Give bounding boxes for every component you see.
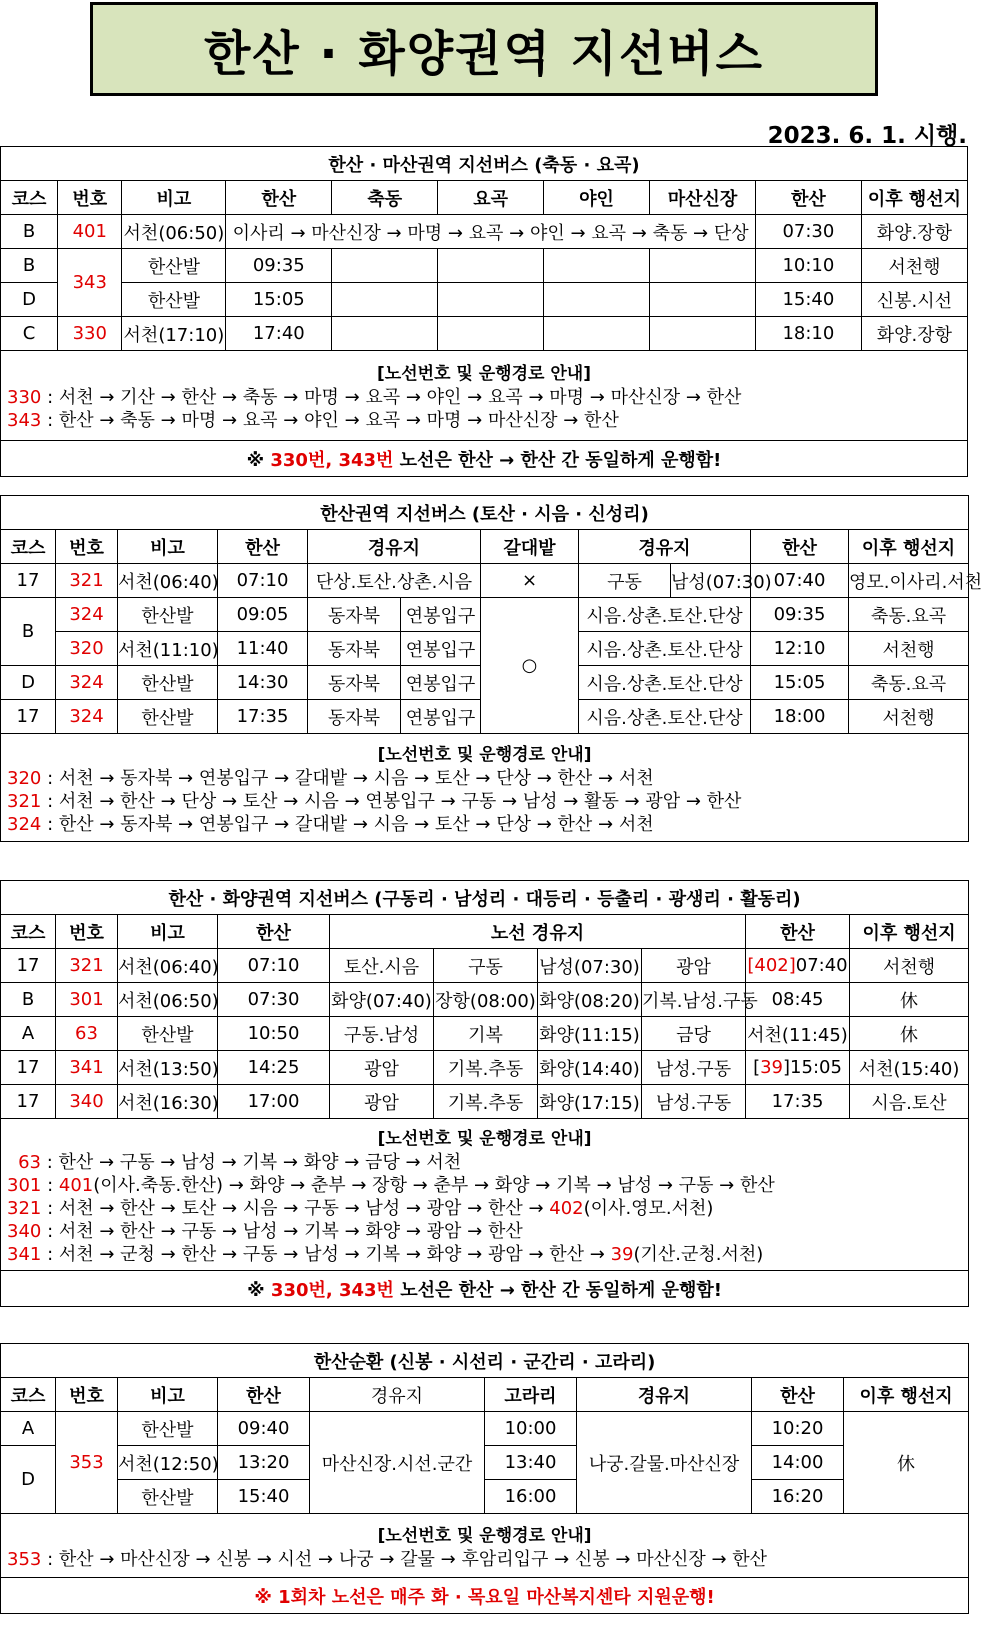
gorari-time: 13:40 — [485, 1446, 577, 1480]
via: 시음.상촌.토산.단상 — [579, 598, 751, 632]
next-destination: 영모.이사리.서천 — [849, 564, 969, 598]
via: 시음.상촌.토산.단상 — [579, 666, 751, 700]
col-header: 요곡 — [438, 181, 544, 215]
remark: 한산발 — [118, 1017, 218, 1051]
route-line: 321 : 서천 → 한산 → 토산 → 시음 → 구동 → 남성 → 광암 → 한산 → 402(이사.영모.서천) — [7, 1197, 714, 1219]
departure-time: 07:10 — [218, 564, 308, 598]
next-destination: 축동.요곡 — [849, 666, 969, 700]
route-line: 341 : 서천 → 군청 → 한산 → 구동 → 남성 → 기복 → 화양 → 광암 → 한산 → 39(기산.군청.서천) — [7, 1243, 764, 1265]
info-title: [노선번호 및 운행경로 안내] — [377, 1525, 592, 1546]
col-header: 번호 — [58, 181, 122, 215]
reed-field-mark: ○ — [481, 598, 579, 734]
col-header: 갈대밭 — [481, 530, 579, 564]
route-number: 343 — [58, 249, 122, 317]
course: B — [1, 983, 56, 1017]
via: 금당 — [642, 1017, 746, 1051]
col-header: 비고 — [118, 915, 218, 949]
table-row — [1, 1017, 969, 1051]
course: B — [1, 249, 58, 283]
timetable-section-1 — [0, 146, 968, 477]
remark: 서천(12:50) — [118, 1446, 218, 1480]
via: 광암 — [642, 949, 746, 983]
next-destination: 서천행 — [861, 249, 967, 283]
route-number: 324 — [56, 666, 118, 700]
route-note: ※ 330번, 343번 노선은 한산 → 한산 간 동일하게 운행함! — [1, 1271, 969, 1307]
col-header: 한산 — [218, 1378, 310, 1412]
arrival-time: 서천(11:45) — [746, 1017, 850, 1051]
via: 남성.구동 — [642, 1085, 746, 1119]
col-header: 한산 — [752, 1378, 844, 1412]
arrival-time: 08:45 — [746, 983, 850, 1017]
col-header: 마산신장 — [650, 181, 756, 215]
via: 남성(07:30) — [538, 949, 642, 983]
via: 단상.토산.상촌.시음 — [308, 564, 481, 598]
route-line: 63 : 한산 → 구동 → 남성 → 기복 → 화양 → 금당 → 서천 — [18, 1151, 462, 1173]
via: 나궁.갈물.마산신장 — [577, 1412, 752, 1514]
arrival-time: 07:40 — [751, 564, 849, 598]
col-header: 축동 — [332, 181, 438, 215]
course: 17 — [1, 1051, 56, 1085]
route-number: 63 — [56, 1017, 118, 1051]
departure-time: 09:40 — [218, 1412, 310, 1446]
section-caption: 한산순환 (신봉 · 시선리 · 군간리 · 고라리) — [1, 1344, 969, 1378]
col-header: 한산 — [226, 181, 332, 215]
next-destination: 休 — [850, 983, 969, 1017]
route-line: 320 : 서천 → 동자북 → 연봉입구 → 갈대밭 → 시음 → 토산 → 단상 → 한산 → 서천 — [7, 767, 654, 789]
table-row — [1, 1480, 969, 1514]
col-header: 코스 — [1, 530, 56, 564]
departure-time: 15:05 — [226, 283, 332, 317]
col-header: 이후 행선지 — [861, 181, 967, 215]
table-row — [1, 949, 969, 983]
section-caption: 한산권역 지선버스 (토산 · 시음 · 신성리) — [1, 496, 969, 530]
via: 기복 — [434, 1017, 538, 1051]
next-destination: 시음.토산 — [850, 1085, 969, 1119]
via: 동자북 — [308, 666, 401, 700]
col-header: 이후 행선지 — [850, 915, 969, 949]
col-header: 코스 — [1, 1378, 56, 1412]
route-info — [1, 734, 969, 842]
course: 17 — [1, 700, 56, 734]
col-header: 노선 경유지 — [330, 915, 746, 949]
next-destination: 休 — [850, 1017, 969, 1051]
route-number: 324 — [56, 700, 118, 734]
info-title: [노선번호 및 운행경로 안내] — [377, 1128, 592, 1149]
route-line: 340 : 서천 → 한산 → 구동 → 남성 → 기복 → 화양 → 광암 → 한산 — [7, 1220, 523, 1242]
remark: 한산발 — [118, 598, 218, 632]
route-number: 340 — [56, 1085, 118, 1119]
timetable-section-2 — [0, 495, 982, 842]
course: A — [1, 1412, 56, 1446]
departure-time: 17:00 — [218, 1085, 330, 1119]
via: 구동 — [434, 949, 538, 983]
col-header: 한산 — [218, 530, 308, 564]
table-row — [1, 983, 969, 1017]
via: 남성(07:30) — [671, 564, 751, 598]
via: 화양(11:15) — [538, 1017, 642, 1051]
col-header: 야인 — [544, 181, 650, 215]
arrival-time: 18:00 — [751, 700, 849, 734]
departure-time: 07:30 — [218, 983, 330, 1017]
next-destination: 축동.요곡 — [849, 598, 969, 632]
via: 남성.구동 — [642, 1051, 746, 1085]
via: 구동.남성 — [330, 1017, 434, 1051]
via: 동자북 — [308, 598, 401, 632]
via: 화양(07:40) — [330, 983, 434, 1017]
arrival-time: 15:05 — [751, 666, 849, 700]
arrival-time: [39]15:05 — [746, 1051, 850, 1085]
arrival-time: [402]07:40 — [746, 949, 850, 983]
col-header: 한산 — [751, 530, 849, 564]
table-row — [1, 1412, 969, 1446]
next-destination: 신봉.시선 — [861, 283, 967, 317]
via: 기복.남성.구동 — [642, 983, 746, 1017]
col-header: 한산 — [755, 181, 861, 215]
gorari-time: 10:00 — [485, 1412, 577, 1446]
col-header: 비고 — [122, 181, 226, 215]
table-row — [1, 1446, 969, 1480]
arrival-time: 15:40 — [755, 283, 861, 317]
remark: 한산발 — [122, 249, 226, 283]
col-header: 경유지 — [310, 1378, 485, 1412]
page-title: 한산 · 화양권역 지선버스 — [90, 2, 878, 96]
next-destination: 서천(15:40) — [850, 1051, 969, 1085]
timetable-section-4 — [0, 1343, 969, 1614]
via: 연봉입구 — [401, 598, 481, 632]
remark: 한산발 — [118, 1480, 218, 1514]
col-header: 고라리 — [485, 1378, 577, 1412]
via: 연봉입구 — [401, 700, 481, 734]
effective-date: 2023. 6. 1. 시행. — [767, 123, 967, 149]
route-line: 321 : 서천 → 한산 → 단상 → 토산 → 시음 → 연봉입구 → 구동 → 남성 → 활동 → 광암 → 한산 — [7, 790, 742, 812]
via: 연봉입구 — [401, 666, 481, 700]
next-destination: 화양.장항 — [861, 215, 967, 249]
course: 17 — [1, 1085, 56, 1119]
route-number: 321 — [56, 564, 118, 598]
table-row — [1, 598, 969, 632]
departure-time: 09:35 — [226, 249, 332, 283]
departure-time: 09:05 — [218, 598, 308, 632]
col-header: 코스 — [1, 181, 58, 215]
gorari-time: 16:00 — [485, 1480, 577, 1514]
route-number: 353 — [56, 1412, 118, 1514]
route-path: 이사리 → 마산신장 → 마명 → 요곡 → 야인 → 요곡 → 축동 → 단상 — [226, 215, 756, 249]
departure-time: 14:30 — [218, 666, 308, 700]
route-line: 324 : 한산 → 동자북 → 연봉입구 → 갈대밭 → 시음 → 토산 → 단상 → 한산 → 서천 — [7, 813, 654, 835]
col-header: 번호 — [56, 1378, 118, 1412]
via: 화양(08:20) — [538, 983, 642, 1017]
course: D — [1, 1446, 56, 1514]
course: B — [1, 598, 56, 666]
table-row — [1, 283, 968, 317]
remark: 한산발 — [118, 666, 218, 700]
col-header: 경유지 — [577, 1378, 752, 1412]
via: 시음.상촌.토산.단상 — [579, 632, 751, 666]
via: 동자북 — [308, 700, 401, 734]
table-row — [1, 317, 968, 351]
next-destination: 休 — [844, 1412, 969, 1514]
via: 장항(08:00) — [434, 983, 538, 1017]
info-title: [노선번호 및 운행경로 안내] — [377, 744, 592, 765]
remark: 서천(06:40) — [118, 949, 218, 983]
departure-time: 14:25 — [218, 1051, 330, 1085]
col-header: 코스 — [1, 915, 56, 949]
remark: 한산발 — [122, 283, 226, 317]
route-info — [1, 1514, 969, 1578]
course: D — [1, 283, 58, 317]
arrival-time: 14:00 — [752, 1446, 844, 1480]
arrival-time: 07:30 — [755, 215, 861, 249]
course: 17 — [1, 949, 56, 983]
remark: 서천(16:30) — [118, 1085, 218, 1119]
departure-time: 17:40 — [226, 317, 332, 351]
remark: 서천(13:50) — [118, 1051, 218, 1085]
arrival-time: 18:10 — [755, 317, 861, 351]
via: 시음.상촌.토산.단상 — [579, 700, 751, 734]
col-header: 번호 — [56, 530, 118, 564]
via: 화양(14:40) — [538, 1051, 642, 1085]
arrival-time: 12:10 — [751, 632, 849, 666]
course: 17 — [1, 564, 56, 598]
via: 기복.추동 — [434, 1051, 538, 1085]
col-header: 비고 — [118, 530, 218, 564]
route-line: 343 : 한산 → 축동 → 마명 → 요곡 → 야인 → 요곡 → 마명 → 마산신장 → 한산 — [7, 410, 619, 431]
course: D — [1, 666, 56, 700]
arrival-time: 16:20 — [752, 1480, 844, 1514]
course: C — [1, 317, 58, 351]
table-row — [1, 249, 968, 283]
via: 동자북 — [308, 632, 401, 666]
section-caption: 한산 · 화양권역 지선버스 (구동리 · 남성리 · 대등리 · 등출리 · 광생리 · 활동리) — [1, 881, 969, 915]
arrival-time: 17:35 — [746, 1085, 850, 1119]
departure-time: 07:10 — [218, 949, 330, 983]
via: 연봉입구 — [401, 632, 481, 666]
col-header: 비고 — [118, 1378, 218, 1412]
via: 화양(17:15) — [538, 1085, 642, 1119]
route-number: 301 — [56, 983, 118, 1017]
next-destination: 화양.장항 — [861, 317, 967, 351]
info-title: [노선번호 및 운행경로 안내] — [377, 364, 591, 384]
via: 광암 — [330, 1085, 434, 1119]
departure-time: 15:40 — [218, 1480, 310, 1514]
route-info — [1, 351, 968, 441]
via: 토산.시음 — [330, 949, 434, 983]
table-row — [1, 215, 968, 249]
route-line: 301 : 401(이사.축동.한산) → 화양 → 춘부 → 장항 → 춘부 → 화양 → 기복 → 남성 → 구동 → 한산 — [7, 1174, 775, 1196]
departure-time: 13:20 — [218, 1446, 310, 1480]
remark: 서천(17:10) — [122, 317, 226, 351]
via: 광암 — [330, 1051, 434, 1085]
next-destination: 서천행 — [849, 700, 969, 734]
section-caption: 한산 · 마산권역 지선버스 (축동 · 요곡) — [1, 147, 968, 181]
departure-time: 10:50 — [218, 1017, 330, 1051]
col-header: 이후 행선지 — [844, 1378, 969, 1412]
col-header: 한산 — [746, 915, 850, 949]
arrival-time: 10:10 — [755, 249, 861, 283]
col-header: 경유지 — [579, 530, 751, 564]
remark: 한산발 — [118, 1412, 218, 1446]
route-info — [1, 1119, 969, 1271]
course: B — [1, 215, 58, 249]
next-destination: 서천행 — [849, 632, 969, 666]
route-number: 321 — [56, 949, 118, 983]
arrival-time: 09:35 — [751, 598, 849, 632]
remark: 서천(11:10) — [118, 632, 218, 666]
via: 마산신장.시선.군간 — [310, 1412, 485, 1514]
remark: 한산발 — [118, 700, 218, 734]
col-header: 한산 — [218, 915, 330, 949]
timetable-section-3 — [0, 880, 969, 1307]
route-number: 401 — [58, 215, 122, 249]
next-destination: 서천행 — [850, 949, 969, 983]
table-row — [1, 1085, 969, 1119]
col-header: 경유지 — [308, 530, 481, 564]
route-number: 320 — [56, 632, 118, 666]
remark: 서천(06:50) — [122, 215, 226, 249]
col-header: 번호 — [56, 915, 118, 949]
departure-time: 11:40 — [218, 632, 308, 666]
remark: 서천(06:50) — [118, 983, 218, 1017]
table-row — [1, 564, 969, 598]
route-line: 330 : 서천 → 기산 → 한산 → 축동 → 마명 → 요곡 → 야인 → 요곡 → 마명 → 마산신장 → 한산 — [7, 387, 742, 408]
route-number: 324 — [56, 598, 118, 632]
course: A — [1, 1017, 56, 1051]
via: 기복.추동 — [434, 1085, 538, 1119]
arrival-time: 10:20 — [752, 1412, 844, 1446]
route-number: 341 — [56, 1051, 118, 1085]
table-row — [1, 1051, 969, 1085]
remark: 서천(06:40) — [118, 564, 218, 598]
col-header: 이후 행선지 — [849, 530, 969, 564]
route-note: ※ 330번, 343번 노선은 한산 → 한산 간 동일하게 운행함! — [1, 441, 968, 477]
route-note: ※ 1회차 노선은 매주 화 · 목요일 마산복지센타 지원운행! — [1, 1578, 969, 1614]
reed-field-mark: × — [481, 564, 579, 598]
departure-time: 17:35 — [218, 700, 308, 734]
via: 구동 — [579, 564, 671, 598]
route-number: 330 — [58, 317, 122, 351]
route-line: 353 : 한산 → 마산신장 → 신봉 → 시선 → 나궁 → 갈물 → 후암리입구 → 신봉 → 마산신장 → 한산 — [7, 1548, 768, 1570]
